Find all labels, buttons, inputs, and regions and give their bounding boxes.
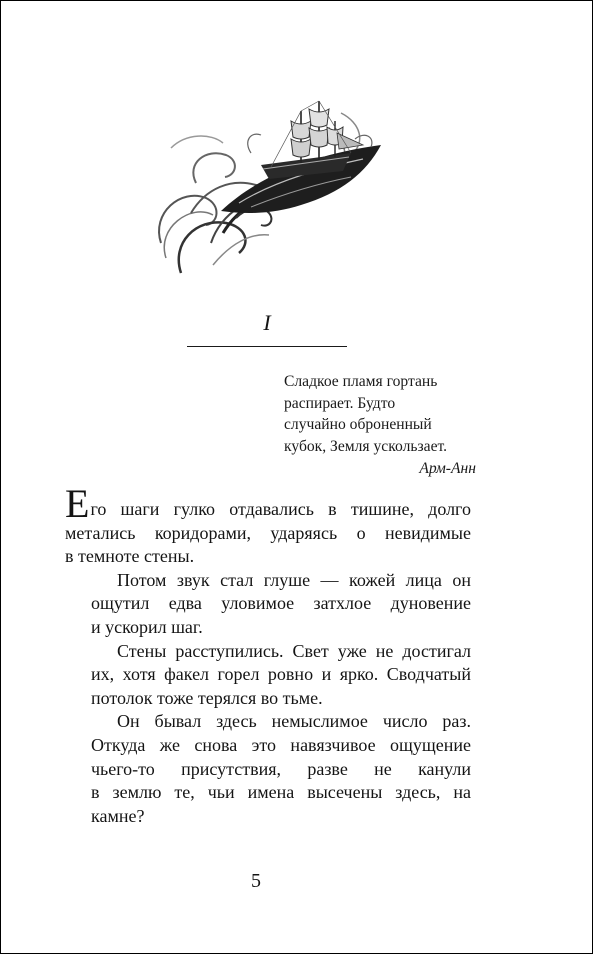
paragraph xyxy=(65,710,471,828)
text-line: Потом звук стал глуше — кожей лица он xyxy=(117,569,471,590)
text-line: Стены расступились. Свет уже не достигал xyxy=(117,640,471,661)
chapter-divider xyxy=(187,346,347,347)
text-line-content: го шаги гулко отдавались в тишине, долго xyxy=(90,499,471,519)
epigraph-line: Сладкое пламя гортань xyxy=(284,373,438,390)
epigraph-line: кубок, Земля ускользает. xyxy=(284,437,448,455)
paragraph xyxy=(65,481,471,569)
chapter-number: I xyxy=(263,310,271,335)
text-line: и ускорил шаг. xyxy=(91,616,203,637)
text-line: потолок тоже терялся во тьме. xyxy=(91,687,323,708)
page-number: 5 xyxy=(251,870,261,892)
epigraph-author: Арм-Анн xyxy=(419,460,476,477)
epigraph-line: распирает. Будто xyxy=(284,394,396,412)
ship-on-wave-icon xyxy=(151,93,389,283)
paragraph xyxy=(65,640,471,711)
text-line: камне? xyxy=(91,805,145,826)
text-line: в землю те, чьи имена высечены здесь, на xyxy=(91,782,471,803)
text-line: в темноте стены. xyxy=(65,546,195,567)
text-line: Он бывал здесь немыслимое число раз. xyxy=(117,711,471,732)
text-line: ощутил едва уловимое затхлое дуновение xyxy=(91,593,471,614)
text-line: их, хотя факел горел ровно и ярко. Сводчатый xyxy=(91,664,471,685)
text-line: метались коридорами, ударяясь о невидимые xyxy=(65,522,471,543)
text-line xyxy=(65,481,471,526)
text-line: чьего-то присутствия, разве не канули xyxy=(91,758,471,779)
chapter-text xyxy=(65,481,471,828)
paragraph xyxy=(65,569,471,640)
epigraph-line: случайно оброненный xyxy=(284,416,432,433)
drop-cap: Е xyxy=(65,481,90,526)
epigraph xyxy=(284,371,484,457)
text-line: Откуда же снова это навязчивое ощущение xyxy=(91,734,471,755)
